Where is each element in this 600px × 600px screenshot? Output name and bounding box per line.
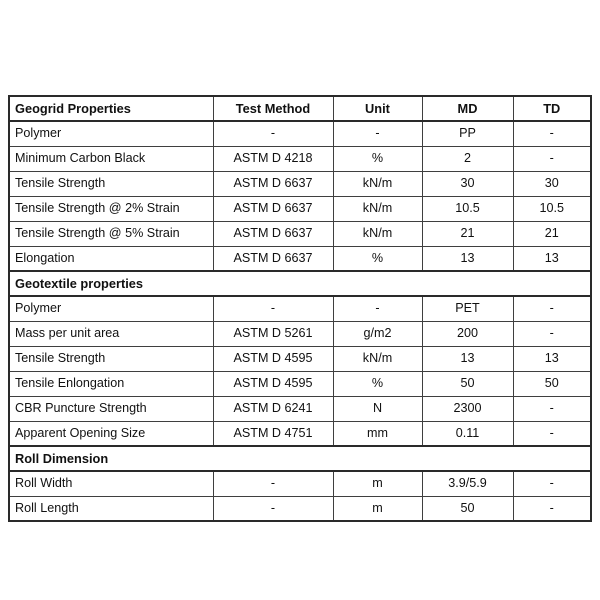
- section-heading-label: Roll Dimension: [9, 446, 591, 471]
- cell-td-value: 30: [513, 171, 591, 196]
- cell-property: Roll Length: [9, 496, 213, 521]
- cell-unit: m: [333, 496, 422, 521]
- cell-property: Tensile Strength @ 2% Strain: [9, 196, 213, 221]
- cell-unit: N: [333, 396, 422, 421]
- cell-property: Tensile Strength @ 5% Strain: [9, 221, 213, 246]
- cell-md-value: 10.5: [422, 196, 513, 221]
- cell-test-method: ASTM D 4751: [213, 421, 333, 446]
- cell-property: Mass per unit area: [9, 321, 213, 346]
- cell-md-value: 2: [422, 146, 513, 171]
- cell-unit: kN/m: [333, 221, 422, 246]
- cell-test-method: ASTM D 5261: [213, 321, 333, 346]
- cell-property: Minimum Carbon Black: [9, 146, 213, 171]
- table-body: [9, 121, 591, 521]
- cell-test-method: -: [213, 121, 333, 146]
- cell-td-value: -: [513, 421, 591, 446]
- table-row: [9, 246, 591, 271]
- cell-td-value: 10.5: [513, 196, 591, 221]
- cell-test-method: ASTM D 6637: [213, 171, 333, 196]
- cell-md-value: PP: [422, 121, 513, 146]
- cell-unit: kN/m: [333, 346, 422, 371]
- table-row: [9, 221, 591, 246]
- cell-unit: %: [333, 371, 422, 396]
- table-row: [9, 171, 591, 196]
- section-heading-row: [9, 271, 591, 296]
- cell-unit: -: [333, 121, 422, 146]
- cell-md-value: 30: [422, 171, 513, 196]
- cell-test-method: ASTM D 6241: [213, 396, 333, 421]
- cell-md-value: 21: [422, 221, 513, 246]
- cell-test-method: -: [213, 296, 333, 321]
- product-specification-table: [8, 95, 592, 522]
- cell-test-method: ASTM D 4595: [213, 371, 333, 396]
- cell-test-method: ASTM D 4218: [213, 146, 333, 171]
- section-heading-label: Geotextile properties: [9, 271, 591, 296]
- cell-test-method: ASTM D 6637: [213, 196, 333, 221]
- cell-property: Elongation: [9, 246, 213, 271]
- cell-property: Apparent Opening Size: [9, 421, 213, 446]
- cell-td-value: -: [513, 496, 591, 521]
- cell-unit: m: [333, 471, 422, 496]
- cell-property: Roll Width: [9, 471, 213, 496]
- table-row: [9, 471, 591, 496]
- cell-td-value: -: [513, 296, 591, 321]
- cell-unit: mm: [333, 421, 422, 446]
- table-row: [9, 371, 591, 396]
- cell-unit: -: [333, 296, 422, 321]
- cell-md-value: 0.11: [422, 421, 513, 446]
- cell-test-method: ASTM D 6637: [213, 221, 333, 246]
- column-header-unit: Unit: [333, 96, 422, 121]
- table-header-row: [9, 96, 591, 121]
- cell-test-method: -: [213, 471, 333, 496]
- section-heading-row: [9, 446, 591, 471]
- cell-unit: kN/m: [333, 171, 422, 196]
- cell-unit: %: [333, 246, 422, 271]
- cell-unit: kN/m: [333, 196, 422, 221]
- cell-td-value: -: [513, 471, 591, 496]
- table-header: [9, 96, 591, 121]
- cell-td-value: 50: [513, 371, 591, 396]
- cell-md-value: 50: [422, 371, 513, 396]
- cell-md-value: 13: [422, 346, 513, 371]
- cell-property: Tensile Enlongation: [9, 371, 213, 396]
- table-row: [9, 396, 591, 421]
- cell-md-value: 3.9/5.9: [422, 471, 513, 496]
- cell-td-value: -: [513, 146, 591, 171]
- cell-td-value: -: [513, 396, 591, 421]
- cell-property: Tensile Strength: [9, 171, 213, 196]
- cell-property: Tensile Strength: [9, 346, 213, 371]
- cell-property: Polymer: [9, 296, 213, 321]
- cell-test-method: ASTM D 6637: [213, 246, 333, 271]
- cell-td-value: -: [513, 121, 591, 146]
- cell-td-value: 13: [513, 246, 591, 271]
- cell-test-method: ASTM D 4595: [213, 346, 333, 371]
- cell-td-value: -: [513, 321, 591, 346]
- cell-test-method: -: [213, 496, 333, 521]
- cell-unit: g/m2: [333, 321, 422, 346]
- table-row: [9, 146, 591, 171]
- column-header-md: MD: [422, 96, 513, 121]
- cell-md-value: 50: [422, 496, 513, 521]
- table-row: [9, 296, 591, 321]
- cell-md-value: PET: [422, 296, 513, 321]
- table-row: [9, 421, 591, 446]
- table-row: [9, 496, 591, 521]
- cell-td-value: 21: [513, 221, 591, 246]
- cell-property: CBR Puncture Strength: [9, 396, 213, 421]
- cell-md-value: 200: [422, 321, 513, 346]
- table-row: [9, 346, 591, 371]
- table-row: [9, 321, 591, 346]
- cell-md-value: 2300: [422, 396, 513, 421]
- table-row: [9, 121, 591, 146]
- cell-md-value: 13: [422, 246, 513, 271]
- cell-property: Polymer: [9, 121, 213, 146]
- column-header-td: TD: [513, 96, 591, 121]
- column-header-properties: Geogrid Properties: [9, 96, 213, 121]
- column-header-test-method: Test Method: [213, 96, 333, 121]
- cell-unit: %: [333, 146, 422, 171]
- table-row: [9, 196, 591, 221]
- cell-td-value: 13: [513, 346, 591, 371]
